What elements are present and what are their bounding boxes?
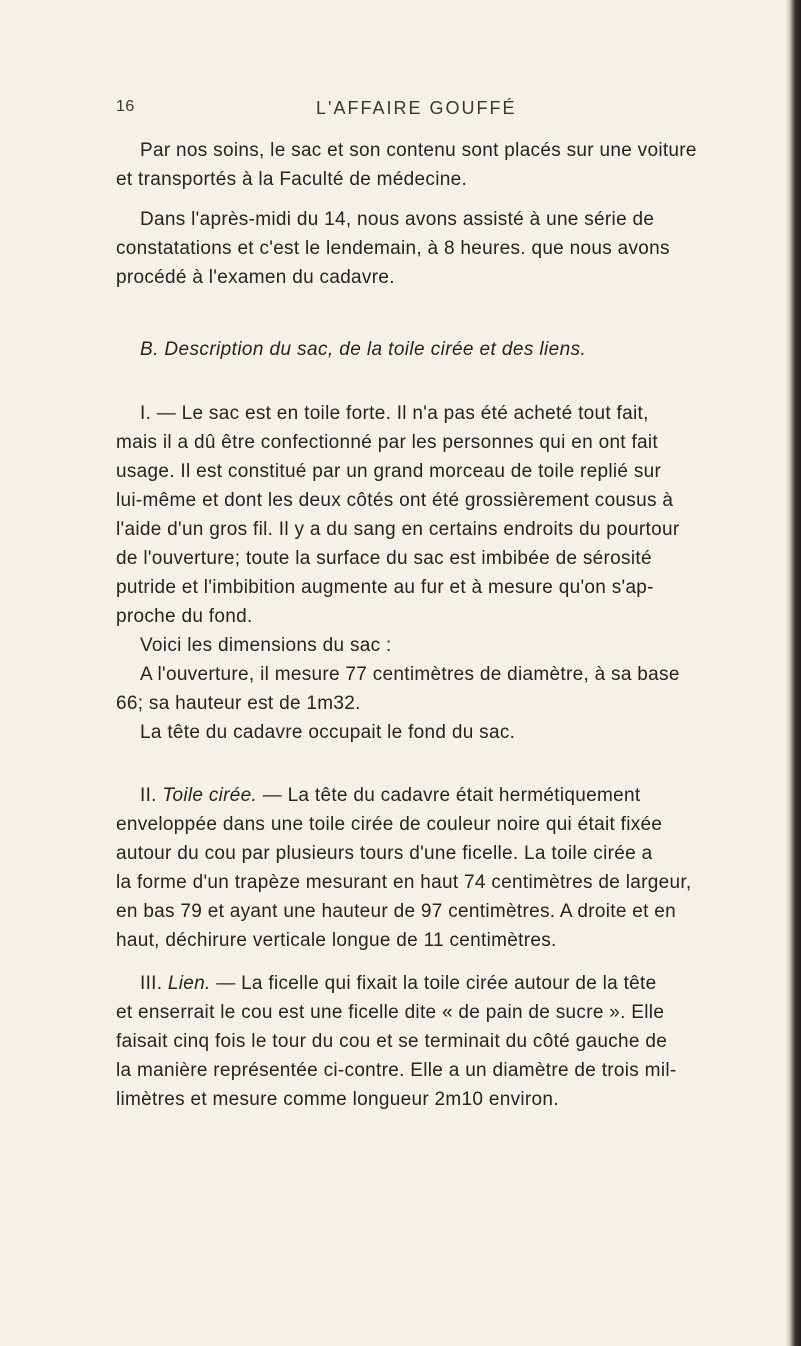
section-ii-paragraph	[116, 781, 740, 955]
page-header	[0, 98, 801, 128]
text-line: proche du fond.	[116, 606, 253, 627]
text-line: l'aide d'un gros fil. Il y a du sang en certains endroits du pourtour	[116, 519, 680, 540]
text-line: Par nos soins, le sac et son contenu sont placés sur une voiture	[140, 140, 697, 161]
text-line: faisait cinq fois le tour du cou et se terminait du côté gauche de	[116, 1031, 668, 1052]
intro-section	[116, 136, 740, 292]
text-line: 66; sa hauteur est de 1m32.	[116, 693, 361, 714]
running-title: L'AFFAIRE GOUFFÉ	[316, 98, 517, 118]
text-line: Dans l'après-midi du 14, nous avons assisté à une série de	[140, 209, 655, 230]
section-iii-first-line: — La ficelle qui fixait la toile cirée autour de la tête	[210, 973, 657, 994]
section-iii	[116, 969, 740, 1114]
section-iii-paragraph	[116, 969, 740, 1114]
text-line: A l'ouverture, il mesure 77 centimètres de diamètre, à sa base	[140, 664, 680, 685]
text-line: et transportés à la Faculté de médecine.	[116, 169, 468, 190]
text-line: putride et l'imbibition augmente au fur et à mesure qu'on s'ap-	[116, 577, 654, 598]
text-line: haut, déchirure verticale longue de 11 centimètres.	[116, 930, 557, 951]
text-line: et enserrait le cou est une ficelle dite « de pain de sucre ». Elle	[116, 1002, 665, 1023]
section-i-paragraph	[116, 399, 740, 631]
page-edge-shadow	[786, 0, 801, 1346]
text-line: la forme d'un trapèze mesurant en haut 74 centimètres de largeur,	[116, 872, 692, 893]
text-line: La tête du cadavre occupait le fond du sac.	[140, 722, 516, 743]
section-iii-number: III.	[140, 973, 168, 994]
text-line: la manière représentée ci-contre. Elle a un diamètre de trois mil-	[116, 1060, 677, 1081]
page-number: 16	[116, 98, 135, 115]
intro-paragraph-2	[116, 205, 740, 292]
text-line: autour du cou par plusieurs tours d'une ficelle. La toile cirée a	[116, 843, 653, 864]
text-line: usage. Il est constitué par un grand morceau de toile replié sur	[116, 461, 662, 482]
section-i	[116, 399, 740, 747]
text-line: procédé à l'examen du cadavre.	[116, 267, 395, 288]
text-line: constatations et c'est le lendemain, à 8 heures. que nous avons	[116, 238, 670, 259]
text-line: Voici les dimensions du sac :	[140, 635, 392, 656]
text-line: lui-même et dont les deux côtés ont été grossièrement cousus à	[116, 490, 674, 511]
text-line: de l'ouverture; toute la surface du sac est imbibée de sérosité	[116, 548, 652, 569]
text-line	[116, 969, 740, 998]
section-ii	[116, 781, 740, 955]
section-ii-label: Toile cirée.	[162, 785, 258, 806]
text-line: en bas 79 et ayant une hauteur de 97 centimètres. A droite et en	[116, 901, 677, 922]
section-ii-first-line: — La tête du cadavre était hermétiquement	[257, 785, 641, 806]
dimensions-paragraph	[116, 660, 740, 718]
head-position-paragraph	[116, 718, 740, 747]
text-line: I. — Le sac est en toile forte. Il n'a pas été acheté tout fait,	[140, 403, 649, 424]
text-line	[116, 781, 740, 810]
section-b-heading: B. Description du sac, de la toile cirée et des liens.	[140, 339, 587, 360]
dimensions-intro	[116, 631, 740, 660]
text-line: enveloppée dans une toile cirée de couleur noire qui était fixée	[116, 814, 663, 835]
text-line: mais il a dû être confectionné par les personnes qui en ont fait	[116, 432, 659, 453]
section-iii-label: Lien.	[167, 973, 211, 994]
section-ii-number: II.	[140, 785, 163, 806]
text-line: limètres et mesure comme longueur 2m10 environ.	[116, 1089, 559, 1110]
intro-paragraph-1	[116, 136, 740, 194]
